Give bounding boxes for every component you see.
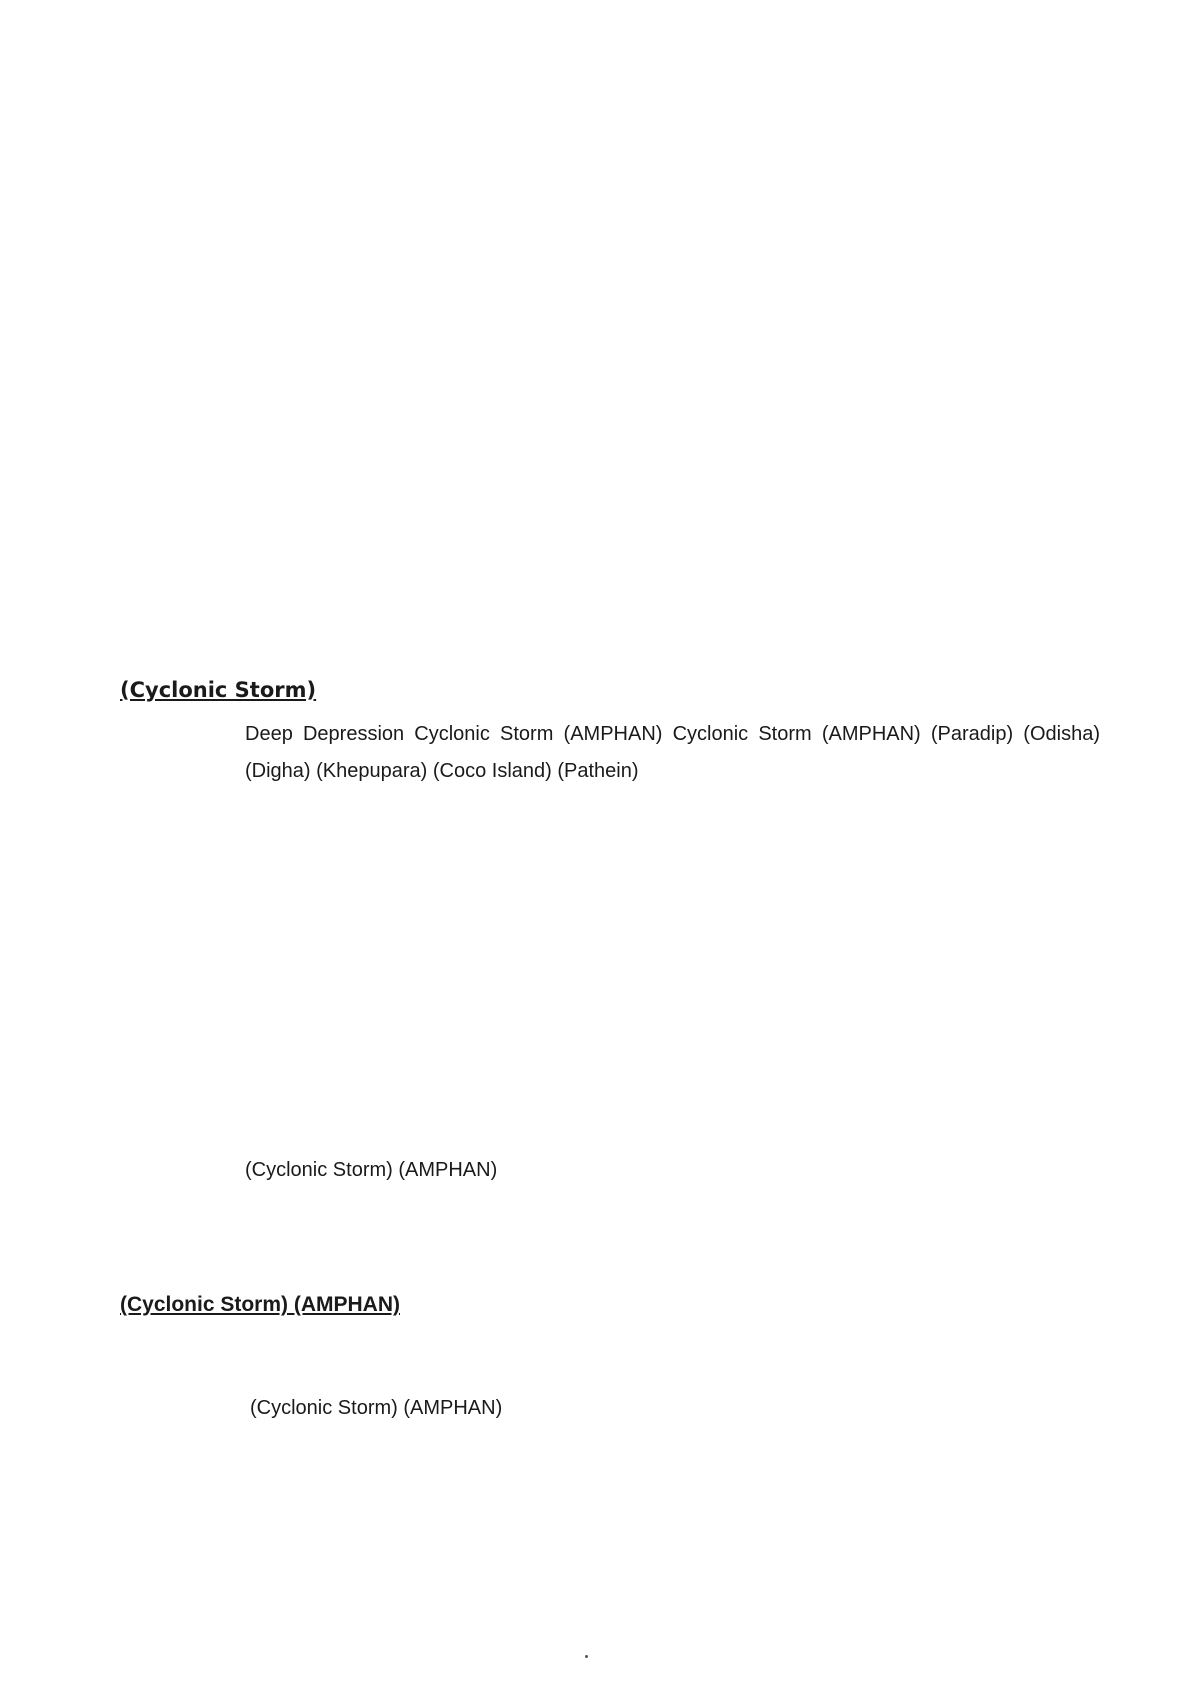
- item-text: Deep Depression Cyclonic Storm (AMPHAN) Cyclonic Storm (AMPHAN) (Paradip) (Odisha) (Digha) (Khepupara) (Coco Island) (Pathein): [245, 723, 1100, 782]
- page-mark: [585, 1655, 588, 1658]
- subject-line: [120, 555, 1100, 590]
- list-item: [120, 1152, 1100, 1272]
- item-text: (Cyclonic Storm) (AMPHAN): [245, 1159, 498, 1181]
- section-heading-status: (Cyclonic Storm): [120, 678, 317, 702]
- list-item: [120, 716, 1100, 1136]
- section-heading-position: (Cyclonic Storm) (AMPHAN): [120, 1293, 401, 1316]
- list-item: [120, 1390, 1100, 1590]
- item-text: (Cyclonic Storm) (AMPHAN): [250, 1397, 503, 1419]
